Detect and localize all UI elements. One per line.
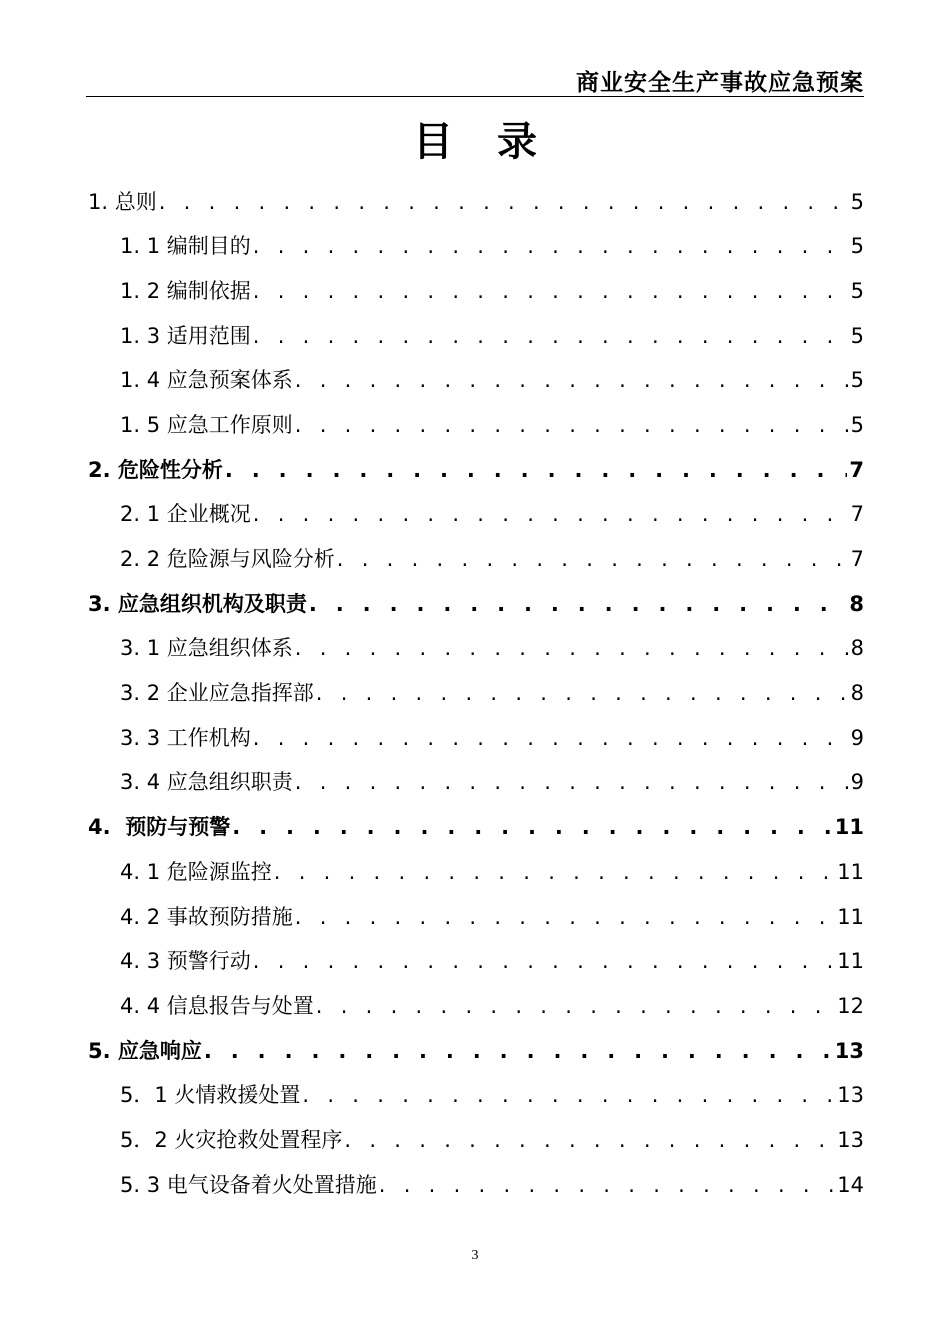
toc-heading-char: 录 [497, 119, 537, 165]
toc-entry-page: 7 [849, 457, 864, 482]
toc-dot-leader [302, 1083, 835, 1108]
toc-entry-page: 5 [850, 412, 864, 437]
toc-entry-title: 2. 2 危险源与风险分析 [120, 547, 335, 571]
toc-entry-page: 11 [837, 949, 864, 974]
toc-entry-page: 5 [850, 323, 864, 348]
toc-entry[interactable] [86, 885, 864, 930]
toc-entry[interactable] [86, 1108, 864, 1153]
toc-entry-title: 3. 4 应急组织职责 [120, 770, 293, 795]
toc-entry-title: 1. 3 适用范围 [120, 323, 251, 348]
toc-dot-leader [344, 1128, 835, 1153]
toc-entry[interactable] [86, 1153, 864, 1198]
toc-entry[interactable] [86, 259, 864, 304]
toc-entry-title: 2. 危险性分析 [88, 457, 223, 482]
toc-entry-page: 9 [850, 770, 864, 795]
toc-entry-page: 8 [850, 681, 864, 706]
toc-entry-page: 8 [850, 636, 864, 661]
toc-entry[interactable] [86, 974, 864, 1019]
toc-entry-page: 9 [850, 725, 864, 750]
toc-entry[interactable] [86, 1064, 864, 1109]
toc-entry[interactable] [86, 393, 864, 438]
toc-entry[interactable] [86, 1019, 864, 1064]
toc-entry-title: 4. 3 预警行动 [120, 949, 251, 974]
toc-entry[interactable] [86, 438, 864, 483]
toc-entry-page: 5 [850, 189, 864, 214]
toc-entry[interactable] [86, 930, 864, 975]
toc-entry-title: 1. 总则 [88, 189, 157, 214]
toc-entry-title: 1. 1 编制目的 [120, 234, 251, 259]
toc-entry-page: 11 [834, 815, 864, 840]
table-of-contents [86, 170, 864, 1198]
toc-entry[interactable] [86, 170, 864, 215]
document-header-title: 商业安全生产事故应急预案 [576, 70, 864, 96]
toc-entry-title: 3. 应急组织机构及职责 [88, 591, 307, 616]
toc-dot-leader [225, 458, 847, 483]
toc-entry[interactable] [86, 751, 864, 796]
toc-entry-page: 5 [850, 368, 864, 393]
toc-entry-page: 13 [837, 1127, 864, 1152]
toc-dot-leader [253, 324, 849, 349]
toc-dot-leader [295, 636, 849, 661]
toc-entry-title: 3. 1 应急组织体系 [120, 636, 293, 661]
toc-dot-leader [274, 860, 836, 885]
toc-dot-leader [295, 413, 849, 438]
toc-entry-title: 4. 1 危险源监控 [120, 859, 272, 884]
toc-entry[interactable] [86, 215, 864, 260]
toc-dot-leader [295, 770, 849, 795]
toc-entry[interactable] [86, 483, 864, 528]
toc-entry-page: 11 [837, 904, 864, 929]
toc-entry-title: 4. 2 事故预防措施 [120, 904, 293, 929]
toc-dot-leader [316, 681, 849, 706]
toc-entry[interactable] [86, 617, 864, 662]
toc-entry-page: 13 [834, 1038, 864, 1063]
toc-entry-title: 2. 1 企业概况 [120, 502, 251, 527]
toc-entry-title: 1. 4 应急预案体系 [120, 368, 293, 393]
toc-dot-leader [295, 905, 836, 930]
toc-dot-leader [316, 994, 836, 1019]
toc-entry-title: 1. 5 应急工作原则 [120, 412, 293, 437]
toc-heading-char: 目 [413, 119, 453, 165]
toc-entry-title: 4. 4 信息报告与处置 [120, 993, 314, 1018]
toc-entry-title: 5．1 火情救援处置 [120, 1083, 301, 1108]
toc-dot-leader [379, 1173, 836, 1198]
toc-dot-leader [253, 502, 849, 527]
toc-entry-page: 11 [837, 859, 864, 884]
toc-entry-title: 3. 3 工作机构 [120, 725, 251, 750]
page-number: 3 [471, 1248, 479, 1263]
toc-entry-title: 4. 预防与预警 [88, 815, 231, 840]
toc-entry[interactable] [86, 349, 864, 394]
toc-entry[interactable] [86, 796, 864, 841]
toc-entry[interactable] [86, 572, 864, 617]
toc-entry[interactable] [86, 706, 864, 751]
toc-entry-page: 7 [850, 547, 864, 571]
toc-dot-leader [253, 234, 849, 259]
toc-dot-leader [309, 592, 847, 617]
toc-entry-page: 8 [849, 591, 864, 616]
toc-entry-page: 7 [850, 502, 864, 527]
toc-entry-title: 3. 2 企业应急指挥部 [120, 681, 314, 706]
toc-entry-page: 12 [837, 993, 864, 1018]
toc-entry-title: 5．2 火灾抢救处置程序 [120, 1127, 343, 1152]
toc-entry-page: 13 [837, 1083, 864, 1108]
toc-dot-leader [253, 279, 849, 304]
toc-entry[interactable] [86, 528, 864, 573]
toc-entry[interactable] [86, 662, 864, 707]
toc-dot-leader [253, 726, 849, 751]
toc-entry-page: 5 [850, 234, 864, 259]
toc-entry-page: 5 [850, 278, 864, 303]
toc-dot-leader [253, 949, 836, 974]
toc-entry-title: 5. 应急响应 [88, 1038, 202, 1063]
toc-entry[interactable] [86, 304, 864, 349]
toc-dot-leader [159, 190, 849, 215]
toc-entry-page: 14 [837, 1172, 864, 1197]
toc-dot-leader [295, 368, 849, 393]
toc-entry-title: 5. 3 电气设备着火处置措施 [120, 1172, 377, 1197]
toc-entry-title: 1. 2 编制依据 [120, 278, 251, 303]
toc-dot-leader [337, 547, 849, 572]
toc-dot-leader [204, 1039, 833, 1064]
toc-dot-leader [232, 815, 833, 840]
toc-heading [0, 119, 950, 165]
toc-entry[interactable] [86, 840, 864, 885]
header-divider [86, 96, 864, 97]
